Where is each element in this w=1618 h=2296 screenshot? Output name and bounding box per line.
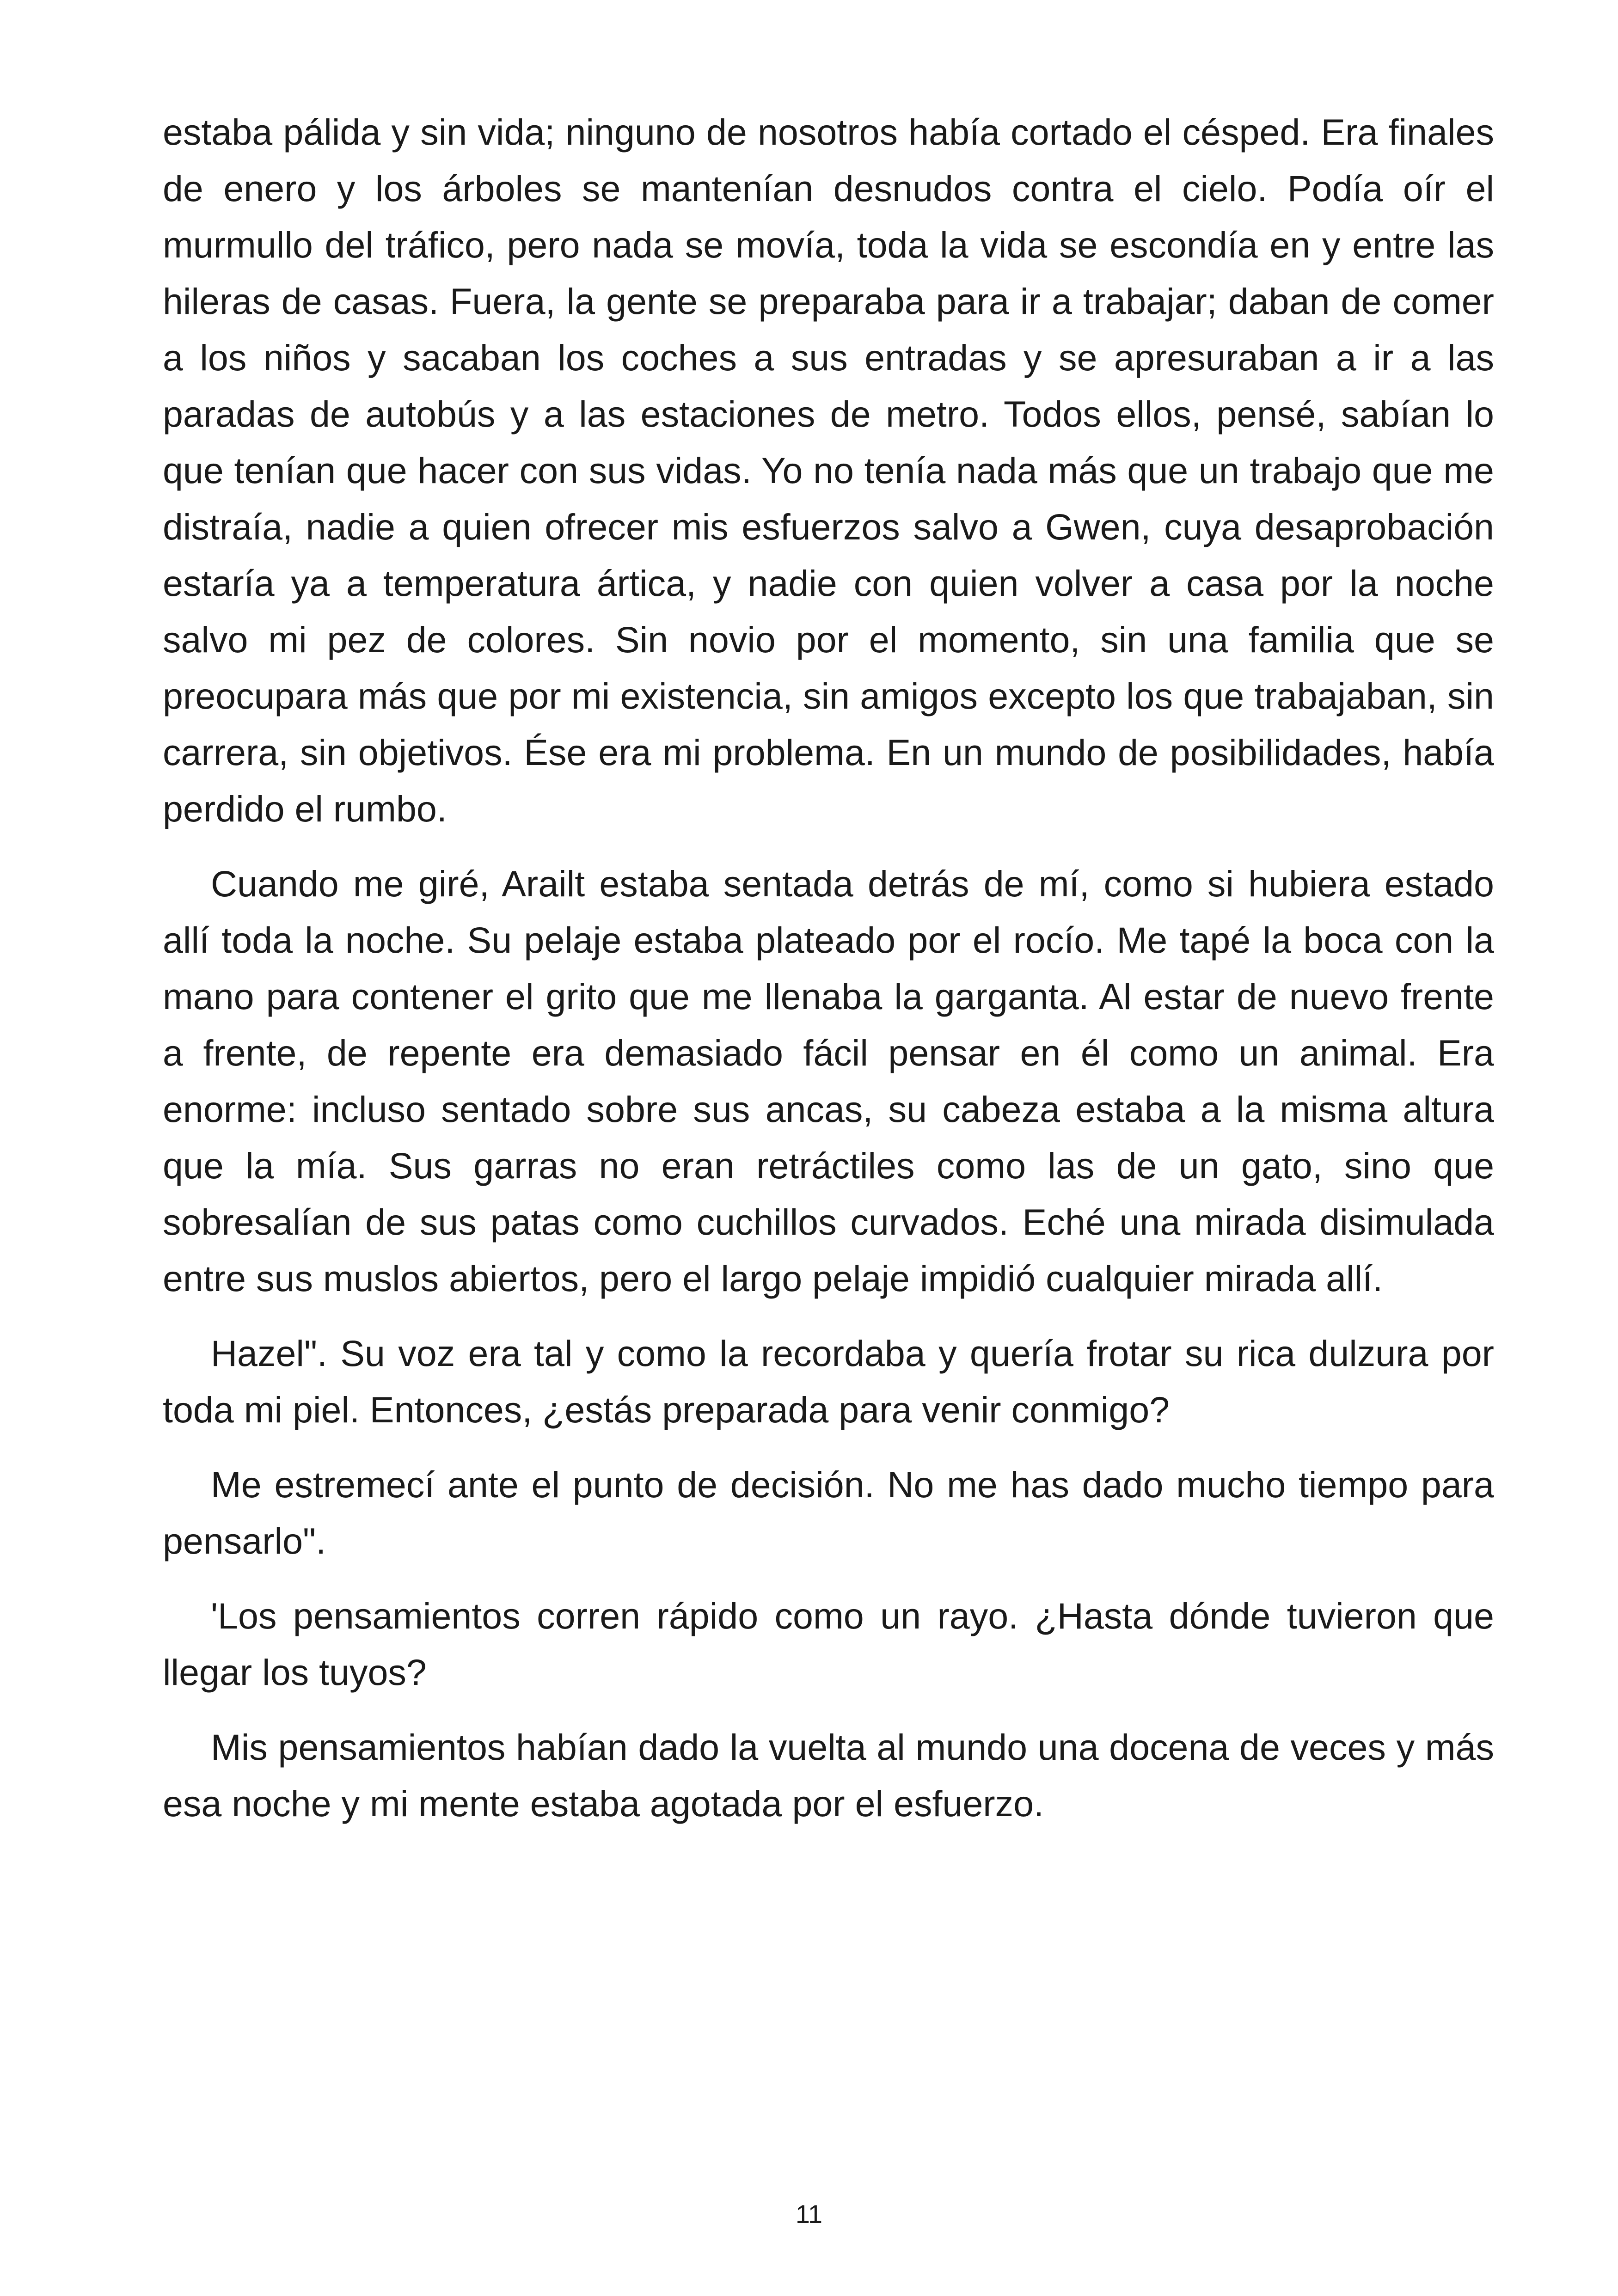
- paragraph: estaba pálida y sin vida; ninguno de nosotros había cortado el césped. Era finales de enero y los árboles se mantenían desnudos contra el cielo. Podía oír el murmullo del tráfico, pero nada se movía, toda la vida se escondía en y entre las hileras de casas. Fuera, la gente se preparaba para ir a trabajar; daban de comer a los niños y sacaban los coches a sus entradas y se apresuraban a ir a las paradas de autobús y a las estaciones de metro. Todos ellos, pensé, sabían lo que tenían que hacer con sus vidas. Yo no tenía nada más que un trabajo que me distraía, nadie a quien ofrecer mis esfuerzos salvo a Gwen, cuya desaprobación estaría ya a temperatura ártica, y nadie con quien volver a casa por la noche salvo mi pez de colores. Sin novio por el momento, sin una familia que se preocupara más que por mi existencia, sin amigos excepto los que trabajaban, sin carrera, sin objetivos. Ése era mi problema. En un mundo de posibilidades, había perdido el rumbo.: [163, 111, 1494, 829]
- paragraph: Mis pensamientos habían dado la vuelta al mundo una docena de veces y más esa noche y mi mente estaba agotada por el esfuerzo.: [163, 1727, 1494, 1824]
- paragraph: Cuando me giré, Arailt estaba sentada detrás de mí, como si hubiera estado allí toda la noche. Su pelaje estaba plateado por el rocío. Me tapé la boca con la mano para contener el grito que me llenaba la garganta. Al estar de nuevo frente a frente, de repente era demasiado fácil pensar en él como un animal. Era enorme: incluso sentado sobre sus ancas, su cabeza estaba a la misma altura que la mía. Sus garras no eran retráctiles como las de un gato, sino que sobresalían de sus patas como cuchillos curvados. Eché una mirada disimulada entre sus muslos abiertos, pero el largo pelaje impidió cualquier mirada allí.: [163, 863, 1494, 1299]
- paragraph: 'Los pensamientos corren rápido como un rayo. ¿Hasta dónde tuvieron que llegar los tuyos?: [163, 1595, 1494, 1693]
- page-number: 11: [795, 2199, 823, 2229]
- paragraph: Hazel". Su voz era tal y como la recordaba y quería frotar su rica dulzura por toda mi piel. Entonces, ¿estás preparada para venir conmigo?: [163, 1333, 1494, 1430]
- paragraph: Me estremecí ante el punto de decisión. No me has dado mucho tiempo para pensarlo".: [163, 1464, 1494, 1561]
- body-text: [163, 104, 1494, 1850]
